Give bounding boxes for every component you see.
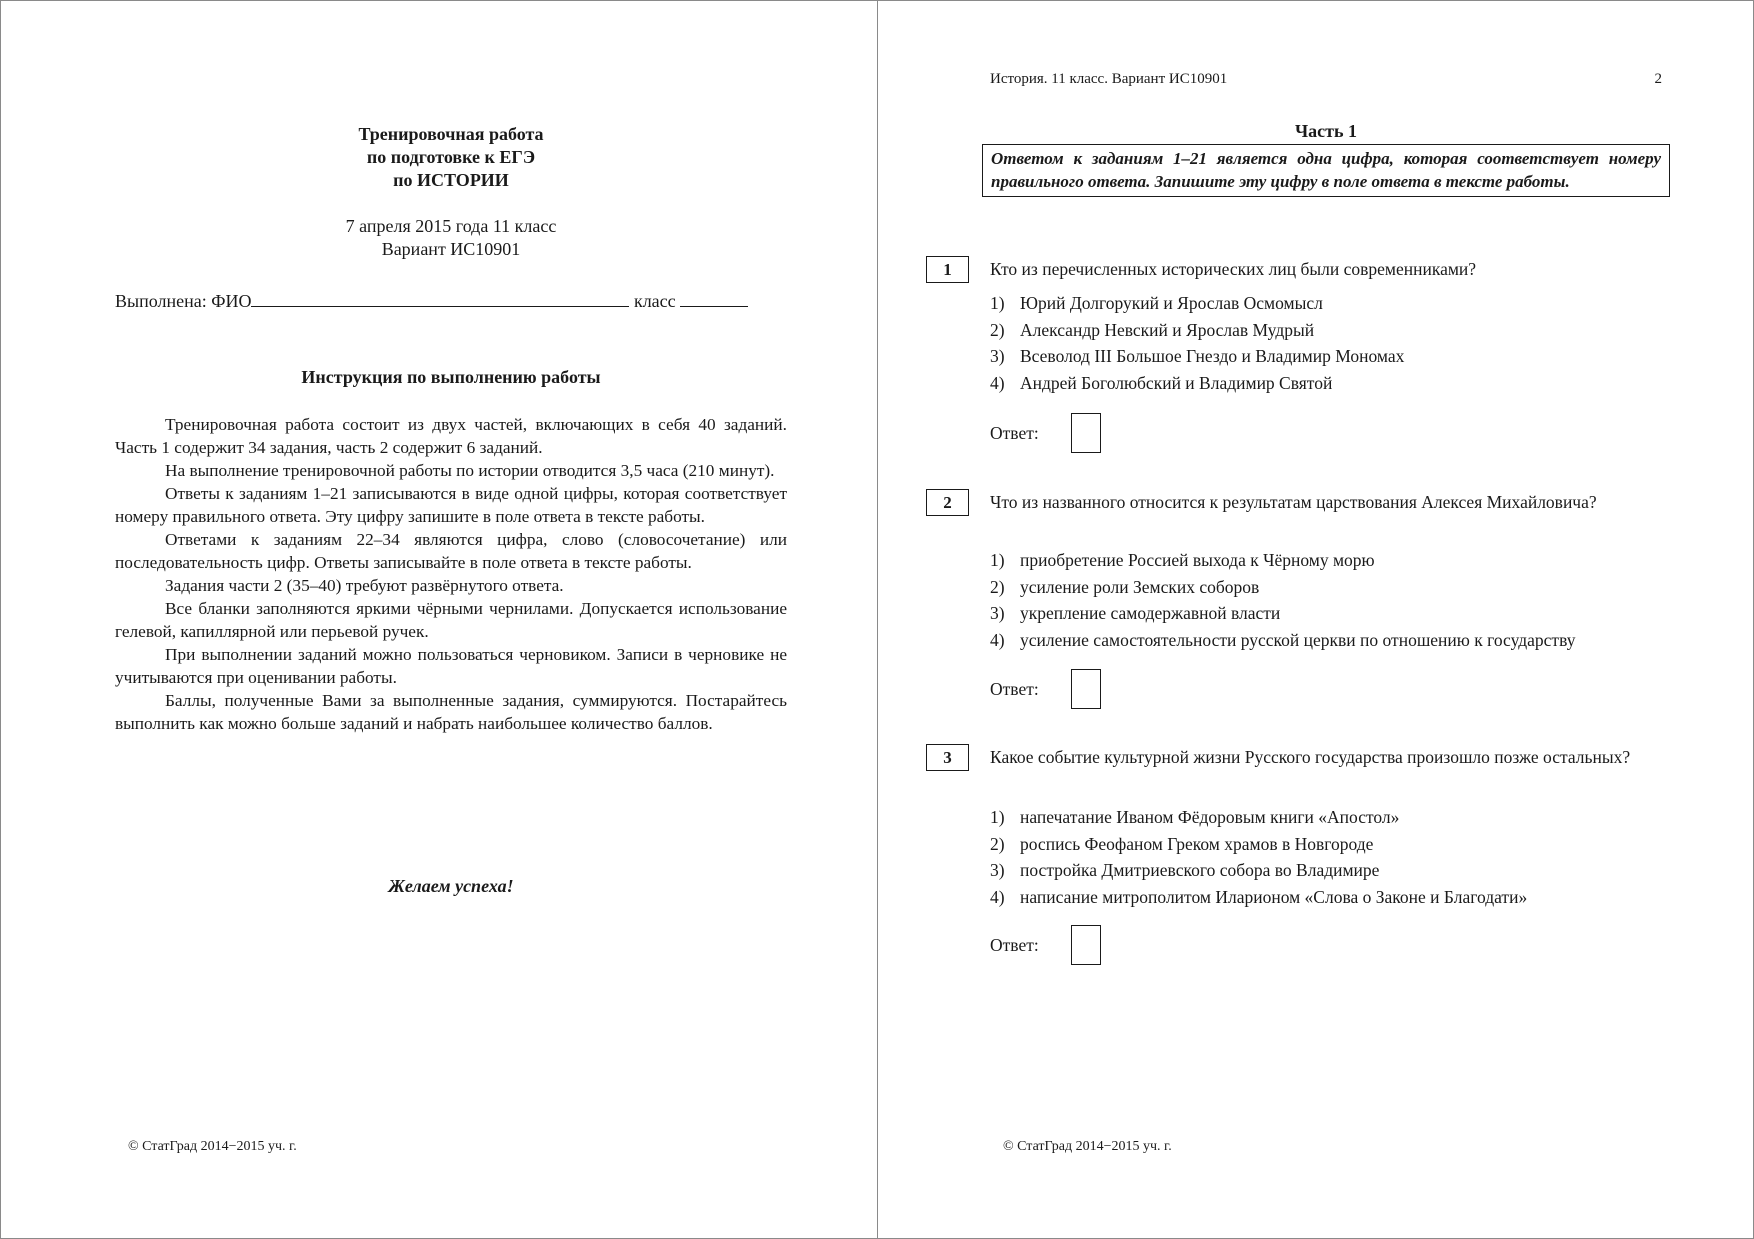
title-line: Тренировочная работа <box>358 124 544 144</box>
option-item <box>990 600 1670 627</box>
answer-input-box[interactable] <box>1071 925 1101 965</box>
option-item <box>990 290 1670 317</box>
option-item <box>990 343 1670 370</box>
task-1-options <box>990 290 1670 396</box>
left-footer: © СтатГрад 2014−2015 уч. г. <box>128 1139 297 1154</box>
option-text: роспись Феофаном Греком храмов в Новгороде <box>1020 833 1374 854</box>
option-number: 1) <box>990 550 1005 570</box>
option-item <box>990 317 1670 344</box>
document-title <box>115 123 787 192</box>
option-number: 3) <box>990 346 1005 366</box>
fio-blank[interactable] <box>251 290 629 307</box>
instructions-heading: Инструкция по выполнению работы <box>301 367 601 387</box>
class-blank[interactable] <box>680 290 748 307</box>
task-3-options <box>990 804 1670 910</box>
part-instructions-box: Ответом к заданиям 1–21 является одна цифра, которая соответствует номеру правильного ответа. Запишите эту цифру в поле ответа в тексте работы. <box>982 144 1670 197</box>
fio-label: Выполнена: ФИО <box>115 291 252 311</box>
option-number: 4) <box>990 629 1005 650</box>
date-line: 7 апреля 2015 года 11 класс <box>345 216 557 236</box>
option-number: 3) <box>990 603 1005 623</box>
option-text: Всеволод III Большое Гнездо и Владимир Мономах <box>1020 346 1405 366</box>
running-head-title: История. 11 класс. Вариант ИС10901 <box>990 71 1228 87</box>
task-question: Что из названного относится к результатам царствования Алексея Михайловича? <box>990 492 1597 512</box>
instruction-paragraph: На выполнение тренировочной работы по истории отводится 3,5 часа (210 минут). <box>165 461 775 480</box>
title-line: по ИСТОРИИ <box>393 170 509 190</box>
option-item <box>990 857 1670 884</box>
page-number: 2 <box>1654 71 1662 87</box>
right-footer: © СтатГрад 2014−2015 уч. г. <box>1003 1139 1172 1154</box>
running-head <box>990 71 1662 88</box>
option-item <box>990 574 1670 601</box>
option-number: 4) <box>990 372 1005 393</box>
task-2-options <box>990 547 1670 653</box>
task-number-box: 2 <box>926 489 969 516</box>
option-item <box>990 804 1670 831</box>
option-number: 1) <box>990 807 1005 827</box>
option-number: 2) <box>990 833 1005 854</box>
fio-line <box>115 290 787 313</box>
date-variant-block <box>115 215 787 261</box>
right-page <box>878 1 1754 1238</box>
answer-input-box[interactable] <box>1071 413 1101 453</box>
option-text: усиление самостоятельности русской церкви по отношению к государству <box>1020 629 1576 650</box>
instruction-paragraph: Задания части 2 (35–40) требуют развёрнутого ответа. <box>165 576 564 595</box>
option-text: Андрей Боголюбский и Владимир Святой <box>1020 372 1333 393</box>
instruction-paragraph: Тренировочная работа состоит из двух частей, включающих в себя 40 заданий. Часть 1 содержит 34 задания, часть 2 содержит 6 заданий. <box>115 415 787 457</box>
option-number: 4) <box>990 886 1005 907</box>
class-label: класс <box>633 291 676 311</box>
good-luck-wish: Желаем успеха! <box>388 876 514 896</box>
option-number: 3) <box>990 860 1005 880</box>
option-text: напечатание Иваном Фёдоровым книги «Апостол» <box>1020 807 1400 827</box>
instruction-paragraph: Ответы к заданиям 1–21 записываются в виде одной цифры, которая соответствует номеру правильного ответа. Эту цифру запишите в поле ответа в тексте работы. <box>115 484 787 526</box>
answer-input-box[interactable] <box>1071 669 1101 709</box>
task-question: Кто из перечисленных исторических лиц были современниками? <box>990 259 1477 279</box>
instruction-paragraph: Все бланки заполняются яркими чёрными чернилами. Допускается использование гелевой, капиллярной или перьевой ручек. <box>115 599 787 641</box>
title-line: по подготовке к ЕГЭ <box>366 147 536 167</box>
option-text: укрепление самодержавной власти <box>1020 603 1281 623</box>
answer-label: Ответ: <box>990 423 1039 443</box>
option-text: приобретение Россией выхода к Чёрному морю <box>1020 550 1375 570</box>
option-text: постройка Дмитриевского собора во Владимире <box>1020 860 1380 880</box>
task-question: Какое событие культурной жизни Русского государства произошло позже остальных? <box>990 747 1631 767</box>
option-item <box>990 370 1670 397</box>
instructions-body <box>115 413 787 735</box>
answer-label: Ответ: <box>990 935 1039 955</box>
option-item <box>990 831 1670 858</box>
option-item <box>990 627 1670 654</box>
instruction-paragraph: Ответами к заданиям 22–34 являются цифра, слово (словосочетание) или последовательность цифр. Ответы записывайте в поле ответа в тексте работы. <box>115 530 787 572</box>
option-item <box>990 884 1670 911</box>
option-text: написание митрополитом Иларионом «Слова о Законе и Благодати» <box>1020 886 1528 907</box>
option-item <box>990 547 1670 574</box>
left-page <box>1 1 877 1238</box>
instruction-paragraph: Баллы, полученные Вами за выполненные задания, суммируются. Постарайтесь выполнить как можно больше заданий и набрать наибольшее количество баллов. <box>115 691 787 733</box>
option-number: 1) <box>990 293 1005 313</box>
option-number: 2) <box>990 319 1005 340</box>
option-text: Юрий Долгорукий и Ярослав Осмомысл <box>1020 293 1323 313</box>
instruction-paragraph: При выполнении заданий можно пользоваться черновиком. Записи в черновике не учитываются при оценивании работы. <box>115 645 787 687</box>
option-text: Александр Невский и Ярослав Мудрый <box>1020 319 1315 340</box>
answer-label: Ответ: <box>990 679 1039 699</box>
variant-line: Вариант ИС10901 <box>381 239 521 259</box>
option-text: усиление роли Земских соборов <box>1020 576 1260 597</box>
part-title: Часть 1 <box>1294 121 1358 141</box>
option-number: 2) <box>990 576 1005 597</box>
task-number-box: 3 <box>926 744 969 771</box>
task-number-box: 1 <box>926 256 969 283</box>
